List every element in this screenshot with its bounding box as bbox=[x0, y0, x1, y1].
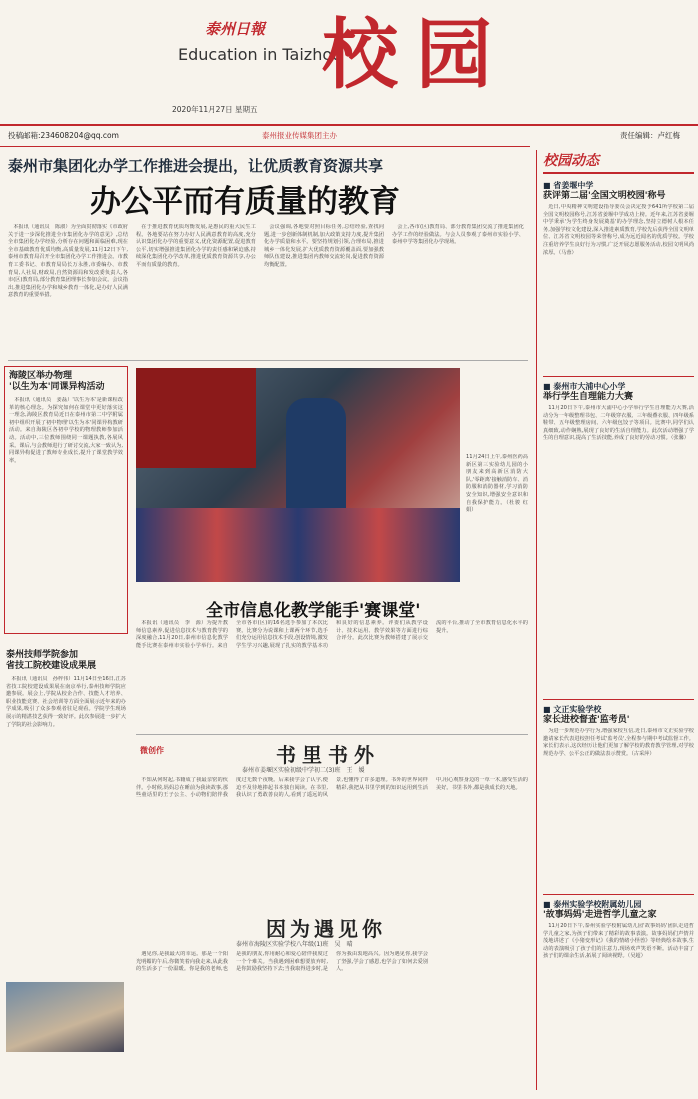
story2-headline-2: 省技工院校建设成果展 bbox=[6, 661, 97, 671]
issue-date: 2020年11月27日 星期五 bbox=[172, 105, 258, 114]
essay1-title: 书里书外 bbox=[276, 743, 380, 767]
brief-1-head: 获评第二届'全国文明校园'称号 bbox=[543, 191, 666, 201]
story1-body: 本报讯（通讯员 姜磊）'以生为本'是新课程改革的核心理念。为探究如何在课堂中更好落实这一理念,海陵区教育局近日在泰州市第二中学附属初中组织开展了初中物理'以生为本'同课异构教研活动。来自海陵区各初中学校的物理教师参加活动。活动中,三位教师围绕同一课题执教,各展风采。课后,与会教师进行了研讨交流,大家一致认为,同课异构促进了教师专业成长,提升了课堂教学效率。 bbox=[9, 397, 123, 464]
sponsor: 泰州报业传媒集团主办 bbox=[262, 131, 337, 140]
main-photo bbox=[136, 368, 460, 582]
divider bbox=[8, 360, 528, 361]
brief-3-body: 为进一步规范办学行为,增强家校互信,近日,泰州市文正实验学校邀请家长代表进校担任考试'监考员',全程参与期中考试监督工作。家长们表示,这次经历让他们更加了解学校的教育教学管理,对学校规范办学、公平公正的做法表示赞赏。（古采萍） bbox=[543, 728, 694, 757]
brief-3-head: 家长进校督查'监考员' bbox=[543, 715, 630, 725]
story2 bbox=[4, 648, 128, 1088]
paper-english: Education in Taizhou bbox=[178, 45, 343, 64]
story2-body: 本报讯（通讯员 孙梓伟）11月14日至16日,江苏省技工院校建设成果展在南京举行,泰州技师学院应邀参展。展会上,学院从校企合作、技能人才培养、职业技能竞赛、社会培训等方面全面展示近年来的办学成果,吸引了众多参观者驻足观看。学院学生现场展示的精湛技艺获得一致好评。此次参展进一步扩大了学院的社会影响力。 bbox=[6, 676, 126, 728]
paper-logo: 泰州日報 bbox=[205, 20, 266, 38]
brief-4 bbox=[543, 899, 694, 1099]
brief-2-head: 举行学生自理能力大赛 bbox=[543, 392, 634, 402]
brief-1 bbox=[543, 180, 694, 376]
brief-4-school: ■ 泰州实验学校附属幼儿园 bbox=[543, 900, 642, 909]
essays bbox=[136, 734, 528, 1092]
header-bar-2 bbox=[0, 146, 530, 147]
brief-4-body: 11月20日下午,泰州实验学校附属幼儿园'故事妈妈'团队走进哲学儿童之家,为孩子们带来了精彩的故事表演。故事妈妈们声情并茂地讲述了《小猪变形记》《我的情绪小怪兽》等经典绘本故事,生动的表演吸引了孩子们的注意力,现场欢声笑语不断。活动丰富了孩子们的课余生活,拓展了阅读视野。（吴超） bbox=[543, 923, 694, 960]
essay1-body: 不知从何时起,书籍成了我最亲密的伙伴。小时候,妈妈总在睡前为我读故事,那些童话里的王子公主、小动物们陪伴我度过无数个夜晚。后来我学会了认字,便迫不及待地捧起书本独自阅读。在书里,我认识了勇敢善良的人,看到了遥远的风景,也懂得了许多道理。书外的世界同样精彩,我把从书里学到的知识运用到生活中,用心观察身边的一草一木,感受生活的美好。书里书外,都是我成长的天地。 bbox=[136, 777, 528, 799]
photo-children bbox=[136, 508, 460, 582]
lead-col-4: 会上,各市(区)教育局、部分教育集团交流了推进集团化办学工作的经验做法。与会人员参观了泰州市实验小学、泰州中学等集团化办学现场。 bbox=[392, 224, 524, 246]
lead-kicker: 泰州市集团化办学工作推进会提出，让优质教育资源共享 bbox=[8, 157, 384, 175]
story1-box bbox=[4, 366, 128, 634]
lead-col-2: 在于推进教育优质均衡发展,是惠民的重大民生工程。各地要站在努力办好人民满意教育的高度,充分认识集团化办学的重要意义,优化资源配置,促进教育公平,切实增强推进集团化办学的责任感和紧迫感,持续深化集团化办学改革,推进优质教育资源共享,办公平而有质量的教育。 bbox=[136, 224, 256, 268]
masthead bbox=[0, 0, 698, 122]
essay2-body: 遇见你,是我最大的幸运。那是一个阳光明媚的午后,你微笑着向我走来,从此我的生活多了一份温暖。你是我的老师,也是我的朋友,你用耐心和爱心陪伴我度过一个个难关。当我遇到困难想要放弃时,是你鼓励我坚持下去;当我取得进步时,是你为我由衷地高兴。因为遇见你,我学会了坚强,学会了感恩,也学会了如何去爱别人。 bbox=[136, 951, 428, 973]
brief-3-school: ■ 文正实验学校 bbox=[543, 705, 602, 714]
story2-photo bbox=[6, 982, 124, 1052]
right-title: 校园动态 bbox=[543, 150, 694, 174]
essays-label: 微创作 bbox=[140, 746, 164, 755]
lead-col-1: 本报讯（通讯员 陈淑）为全面贯彻落实《市政府关于进一步深化推进全市集团化办学的意见》,总结全市集团化办学经验,分析存在问题和面临困难,现在全市基础教育优质均衡,高质量发展,11月12日下午,泰州市教育局召开全市集团化办学工作推进会。市教育工委书记、市教育局局长万永胜,市委编办、市教育局,人社局,财政局,自然资源局和发改委负责人,各市(区)教育局,部分教育集团理事长参加会议。会议指出,推进集团化办学和城乡教育一体化,是办好人民满意教育的重要举措。 bbox=[8, 224, 128, 299]
brief-4-head: '故事妈妈'走进哲学儿童之家 bbox=[543, 910, 657, 920]
brief-1-body: 近日,中央精神文明建设指导委员会决定授予641所学校第二届全国文明校园称号,江苏省姜堰中学成功上榜。近年来,江苏省姜堰中学秉承'为学生终身发展奠基'的办学理念,坚持立德树人根本任务,加强学校文化建设,深入推进素质教育,学校先后获得全国文明单位、江苏省文明校园等荣誉称号,成为远近闻名的优质学校。学校注重培养学生良好行为习惯,广泛开展志愿服务活动,校园文明风尚浓厚。（马蓉） bbox=[543, 204, 694, 256]
story3-body: 本报讯（通讯员 李 源）为提升教师信息素养,促进信息技术与教育教学的深度融合,11月20日,泰州市信息化教学能手比赛在泰州市实验小学举行。来自全市各市(区)的16名选手参加了本次比赛。比赛分为说课和上课两个环节,选手们充分运用信息技术手段,创设情境,激发学生学习兴趣,展现了扎实的教学基本功和良好的信息素养。评委们从教学设计、技术运用、教学效果等方面进行综合评分。此次比赛为教师搭建了展示交流的平台,推动了全市教育信息化水平的提升。 bbox=[136, 620, 528, 649]
section-title: 校园 bbox=[322, 10, 510, 99]
brief-2 bbox=[543, 381, 694, 699]
contact-email: 投稿邮箱:234608204@qq.com bbox=[8, 131, 119, 140]
story3-headline: 全市信息化教学能手'赛课堂' bbox=[206, 601, 421, 621]
brief-2-school: ■ 泰州市大浦中心小学 bbox=[543, 382, 626, 391]
story2-headline-1: 泰州技师学院参加 bbox=[6, 650, 79, 660]
brief-1-school: ■ 省姜堰中学 bbox=[543, 181, 594, 190]
photo-fire-truck bbox=[136, 368, 256, 468]
editor: 责任编辑：卢红梅 bbox=[620, 131, 680, 140]
lead-col-3: 会议强调,各地要对照目标任务,总结经验,查找问题,进一步创新体制机制,加大政策支持力度,提升集团化办学质量和水平。要坚持规划引领,合理布局,推进城乡一体化发展,扩大优质教育资源覆盖面,要加强教师队伍建设,推进集团内教师交流轮岗,促进教育资源均衡配置。 bbox=[264, 224, 384, 268]
brief-divider-1 bbox=[543, 376, 694, 377]
brief-2-body: 11月20日下午,泰州市大浦中心小学举行学生自理能力大赛,活动分为一年级整理书包、二年级穿衣服、三年级叠衣服、四年级系鞋带、五年级整理房间、六年级包饺子等项目。比赛中,同学们认真细致,动作娴熟,展现了良好的生活自理能力。此次活动增强了学生的自理意识,提高了生活技能,养成了良好的劳动习惯。（张馨） bbox=[543, 405, 694, 442]
essay2-byline: 泰州市海陵区实验学校八年级(1)班 吴 晴 bbox=[236, 941, 353, 948]
info-strip bbox=[0, 128, 698, 144]
header-bar bbox=[0, 124, 698, 126]
brief-divider-3 bbox=[543, 894, 694, 895]
essay2-title: 因为遇见你 bbox=[266, 917, 386, 941]
brief-divider-2 bbox=[543, 699, 694, 700]
lead-headline: 办公平而有质量的教育 bbox=[90, 184, 400, 220]
right-column bbox=[536, 150, 694, 1090]
story1-headline-2: '以生为本'同课异构活动 bbox=[9, 382, 105, 392]
brief-3 bbox=[543, 704, 694, 894]
essay1-byline: 泰州市姜堰区实验初级中学初二(3)班 王 媛 bbox=[242, 767, 365, 774]
photo-caption: 11月24日上午,泰州医药高新区第三实验幼儿园的小朋友来到高新区消防大队,'零距离'接触消防车、消防服和消防器材,学习消防安全知识,增强安全意识和自我保护能力。（杜骏 红娟） bbox=[466, 454, 528, 514]
story1-headline-1: 海陵区举办物理 bbox=[9, 371, 73, 381]
